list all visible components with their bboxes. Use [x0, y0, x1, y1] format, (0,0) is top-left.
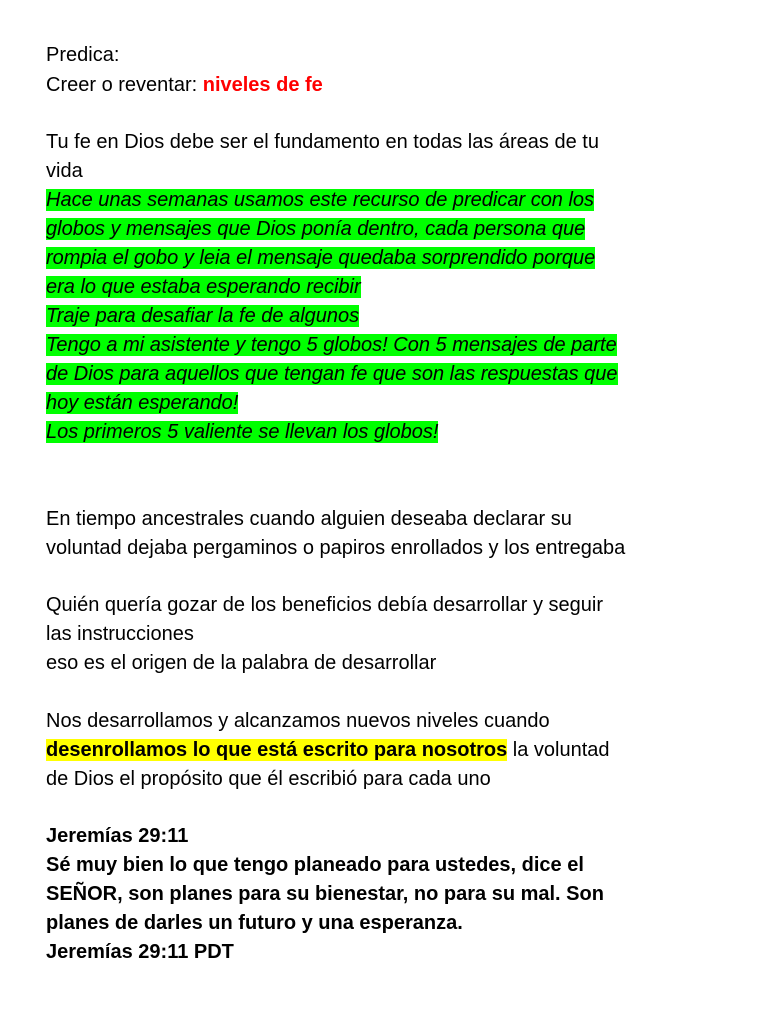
benefits-line-1: Quién quería gozar de los beneficios debía desarrollar y seguir: [46, 594, 603, 616]
verse-line-3: planes de darles un futuro y una esperanza.: [46, 912, 463, 934]
develop-line-1: Nos desarrollamos y alcanzamos nuevos niveles cuando: [46, 710, 550, 732]
ancestral-line-1: En tiempo ancestrales cuando alguien deseaba declarar su: [46, 508, 572, 530]
develop-line-2: [46, 736, 610, 765]
green-highlight: hoy están esperando!: [46, 392, 239, 414]
verse-reference-version: Jeremías 29:11 PDT: [46, 941, 234, 963]
green-highlight: Traje para desafiar la fe de algunos: [46, 305, 360, 327]
intro-line-1: Tu fe en Dios debe ser el fundamento en todas las áreas de tu: [46, 131, 599, 153]
green-highlight: Hace unas semanas usamos este recurso de predicar con los: [46, 189, 595, 211]
green-line-6: [46, 331, 617, 360]
benefits-line-3: eso es el origen de la palabra de desarrollar: [46, 652, 437, 674]
green-highlight: Tengo a mi asistente y tengo 5 globos! Con 5 mensajes de parte: [46, 334, 617, 356]
green-highlight: globos y mensajes que Dios ponía dentro, cada persona que: [46, 218, 586, 240]
title-highlight: niveles de fe: [202, 74, 323, 96]
green-line-1: [46, 186, 594, 215]
green-highlight: de Dios para aquellos que tengan fe que son las respuestas que: [46, 363, 618, 385]
green-highlight: era lo que estaba esperando recibir: [46, 276, 361, 298]
green-highlight: Los primeros 5 valiente se llevan los globos!: [46, 421, 439, 443]
title-prefix: Creer o reventar:: [46, 74, 203, 96]
green-highlight: rompia el gobo y leia el mensaje quedaba sorprendido porque: [46, 247, 596, 269]
benefits-line-2: las instrucciones: [46, 623, 194, 645]
green-line-2: [46, 215, 585, 244]
green-line-9: [46, 418, 438, 447]
doc-heading: Predica:: [46, 44, 120, 66]
verse-line-2: SEÑOR, son planes para su bienestar, no para su mal. Son: [46, 883, 604, 905]
verse-line-1: Sé muy bien lo que tengo planeado para ustedes, dice el: [46, 854, 584, 876]
green-line-3: [46, 244, 595, 273]
ancestral-line-2: voluntad dejaba pergaminos o papiros enrollados y los entregaba: [46, 537, 626, 559]
verse-reference: Jeremías 29:11: [46, 825, 189, 847]
intro-line-2: vida: [46, 160, 83, 182]
develop-line-2-rest: la voluntad: [507, 739, 610, 761]
green-line-5: [46, 302, 359, 331]
green-line-8: [46, 389, 238, 418]
doc-title: [46, 71, 323, 100]
green-line-7: [46, 360, 618, 389]
develop-line-3: de Dios el propósito que él escribió para cada uno: [46, 768, 491, 790]
green-line-4: [46, 273, 361, 302]
yellow-highlight: desenrollamos lo que está escrito para nosotros: [46, 739, 508, 761]
